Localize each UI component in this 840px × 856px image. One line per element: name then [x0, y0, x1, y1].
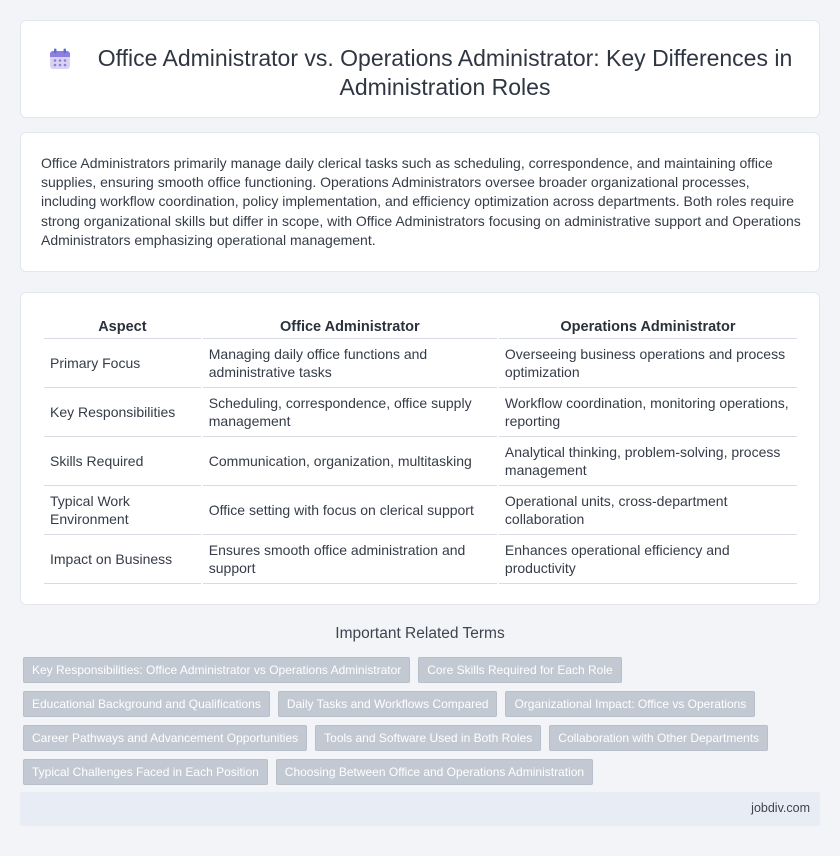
table-header-row [44, 309, 797, 339]
table-row [44, 388, 797, 437]
row-aspect: Impact on Business [44, 535, 201, 584]
operations-admin-cell: Operational units, cross-department collaboration [499, 486, 797, 535]
related-term-tag[interactable]: Organizational Impact: Office vs Operations [505, 691, 755, 717]
intro-card [20, 132, 820, 272]
title-card [20, 20, 820, 118]
operations-admin-cell: Analytical thinking, problem-solving, process management [499, 437, 797, 486]
page-title: Office Administrator vs. Operations Administrator: Key Differences in Administration Roles [97, 45, 793, 100]
column-header-operations-administrator: Operations Administrator [499, 309, 797, 339]
related-term-tag[interactable]: Typical Challenges Faced in Each Position [23, 759, 268, 785]
comparison-card [20, 292, 820, 605]
office-admin-cell: Ensures smooth office administration and support [203, 535, 497, 584]
operations-admin-cell: Overseeing business operations and process optimization [499, 339, 797, 388]
office-admin-cell: Communication, organization, multitasking [203, 437, 497, 486]
related-term-tag[interactable]: Educational Background and Qualifications [23, 691, 270, 717]
row-aspect: Key Responsibilities [44, 388, 201, 437]
row-aspect: Skills Required [44, 437, 201, 486]
footer [20, 792, 820, 826]
related-term-tag[interactable]: Collaboration with Other Departments [549, 725, 768, 751]
row-aspect: Typical Work Environment [44, 486, 201, 535]
table-row [44, 339, 797, 388]
related-term-tag[interactable]: Core Skills Required for Each Role [418, 657, 621, 683]
related-term-tag[interactable]: Tools and Software Used in Both Roles [315, 725, 541, 751]
related-terms-heading: Important Related Terms [335, 625, 505, 642]
comparison-table [42, 309, 799, 584]
table-row [44, 437, 797, 486]
related-term-tag[interactable]: Daily Tasks and Workflows Compared [278, 691, 498, 717]
table-row [44, 486, 797, 535]
office-admin-cell: Office setting with focus on clerical support [203, 486, 497, 535]
column-header-office-administrator: Office Administrator [203, 309, 497, 339]
footer-site-link[interactable]: jobdiv.com [751, 801, 810, 815]
office-admin-cell: Scheduling, correspondence, office supply management [203, 388, 497, 437]
office-admin-cell: Managing daily office functions and administrative tasks [203, 339, 497, 388]
related-term-tag[interactable]: Choosing Between Office and Operations Administration [276, 759, 593, 785]
related-term-tag[interactable]: Career Pathways and Advancement Opportunities [23, 725, 307, 751]
intro-paragraph: Office Administrators primarily manage daily clerical tasks such as scheduling, correspondence, and maintaining office supplies, ensuring smooth office functioning. Operations Administrators oversee broader organizational processes, including workflow coordination, policy implementation, and efficiency optimization across departments. Both roles require strong organizational skills but differ in scope, with Office Administrators focusing on administrative support and Operations Administrators emphasizing operational management. [41, 155, 801, 248]
row-aspect: Primary Focus [44, 339, 201, 388]
column-header-aspect: Aspect [44, 309, 201, 339]
operations-admin-cell: Workflow coordination, monitoring operations, reporting [499, 388, 797, 437]
table-row [44, 535, 797, 584]
related-terms-list [23, 657, 803, 785]
related-term-tag[interactable]: Key Responsibilities: Office Administrator vs Operations Administrator [23, 657, 410, 683]
operations-admin-cell: Enhances operational efficiency and productivity [499, 535, 797, 584]
calendar-icon [49, 48, 71, 70]
